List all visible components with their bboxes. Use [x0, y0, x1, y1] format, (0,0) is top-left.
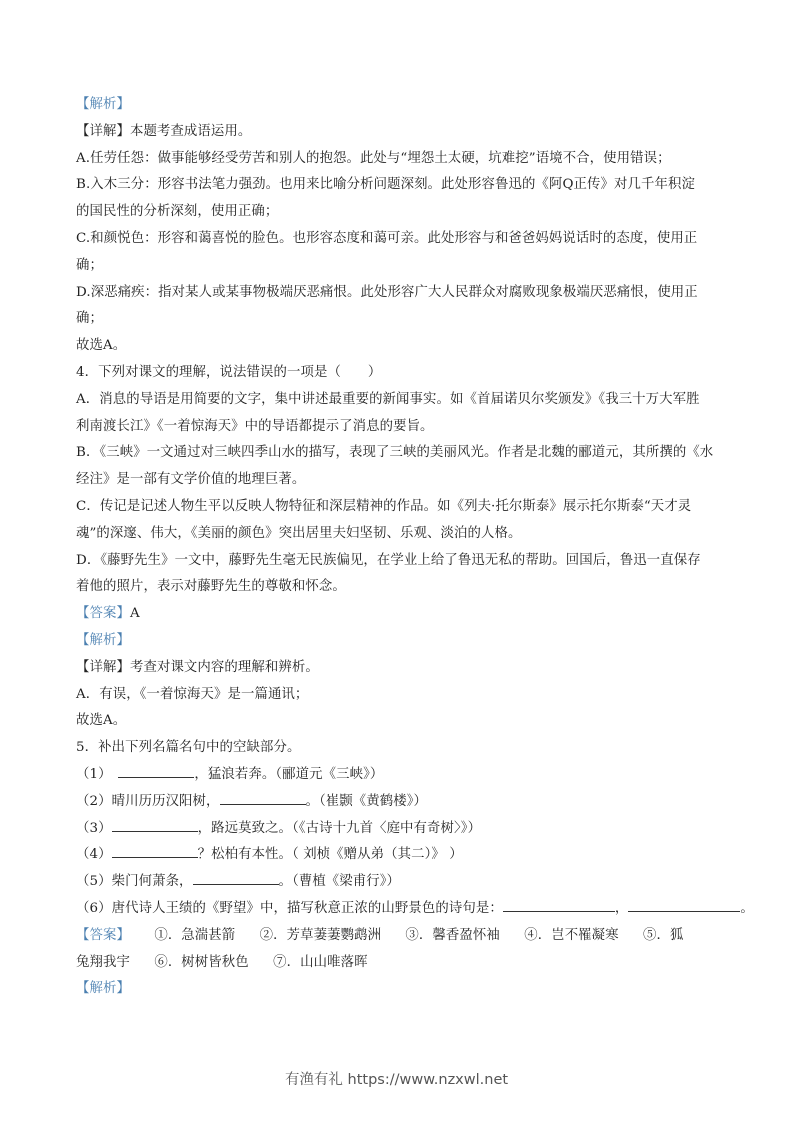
analysis-line: D.深恶痛疾：指对某人或某事物极端厌恶痛恨。此处形容广大人民群众对腐败现象极端厌恶痛恨，使用正	[76, 284, 698, 300]
analysis-line: C.和颜悦色：形容和蔼喜悦的脸色。也形容态度和蔼可亲。此处形容与和爸爸妈妈说话时的态度，使用正	[76, 230, 698, 246]
analysis-label: 【解析】	[76, 632, 130, 648]
q5-item-suffix: 。（曹植《梁甫行》）	[278, 874, 401, 890]
q5-item-1	[76, 762, 724, 789]
q5-item-suffix: 。	[740, 900, 754, 916]
q4-option-b-cont: 经注》是一部有文学价值的地理巨著。	[76, 472, 306, 488]
fill-blank	[112, 819, 198, 832]
q4-option-d-cont: 着他的照片，表示对藤野先生的尊敬和怀念。	[76, 579, 346, 595]
document-page	[76, 92, 754, 1003]
q4-option-d: D．《藤野先生》一文中，藤野先生毫无民族偏见，在学业上给了鲁迅无私的帮助。回国后，鲁迅一直保存	[76, 552, 701, 568]
question-4-stem: 4．下列对课文的理解，说法错误的一项是（ ）	[76, 364, 382, 380]
separator: ，	[614, 900, 629, 916]
q5-item-5	[76, 869, 724, 896]
q5-item-suffix: ？松柏有本性。（ 刘桢《赠从弟（其二）》 ）	[197, 847, 463, 863]
q5-answer-item: ③．馨香盈怀袖	[405, 927, 500, 943]
fill-blank	[503, 899, 615, 912]
q5-item-prefix: （2）晴川历历汉阳树，	[76, 793, 220, 809]
q5-item-prefix: （4）	[76, 847, 112, 863]
q5-answer-item: ⑤．狐	[643, 927, 684, 943]
analysis-line: B.入木三分：形容书法笔力强劲。也用来比喻分析问题深刻。此处形容鲁迅的《阿Q正传》对几千年积淀	[76, 177, 695, 193]
q5-item-prefix: （3）	[76, 820, 112, 836]
q4-option-c: C．传记是记述人物生平以反映人物特征和深层精神的作品。如《列夫·托尔斯泰》展示托尔斯泰“天才灵	[76, 498, 692, 514]
q5-answer-item: ②．芳草萋萋鹦鹉洲	[259, 927, 382, 943]
detail-text: 考查对课文内容的理解和辨析。	[129, 659, 319, 675]
q5-answer-line	[76, 923, 724, 950]
detail-label: 【详解】	[76, 659, 130, 675]
q5-item-6	[76, 896, 754, 923]
q5-answer-item: ①．急湍甚箭	[154, 927, 236, 943]
q5-answer-item: ④．岂不罹凝寒	[524, 927, 619, 943]
answer-label: 【答案】	[76, 927, 130, 943]
analysis-line: 的国民性的分析深刻，使用正确；	[76, 204, 279, 220]
q5-item-suffix: 。（崔颢《黄鹤楼》）	[305, 793, 428, 809]
q5-item-3	[76, 816, 724, 843]
q5-item-prefix: （5）柴门何萧条，	[76, 874, 193, 890]
question-5-stem: 5．补出下列名篇名句中的空缺部分。	[76, 740, 301, 756]
analysis-line: 确；	[76, 311, 103, 327]
q4-answer: A	[129, 606, 140, 622]
detail-label: 【详解】	[76, 123, 130, 139]
q5-item-suffix: ，猛浪若奔。（郦道元《三峡》）	[194, 766, 384, 782]
footer-watermark: 有渔有礼 https://www.nzxwl.net	[284, 1072, 509, 1088]
q4-option-a: A．消息的导语是用简要的文字，集中讲述最重要的新闻事实。如《首届诺贝尔奖颁发》《我三十万大军胜	[76, 391, 700, 407]
q5-item-prefix: （6）唐代诗人王绩的《野望》中，描写秋意正浓的山野景色的诗句是：	[76, 900, 503, 916]
q5-item-suffix: ，路远莫致之。（《古诗十九首〈庭中有奇树〉》）	[197, 820, 482, 836]
detail-line	[76, 119, 724, 146]
q4-analysis-line: A．有误，《一着惊海天》是一篇通讯；	[76, 686, 309, 702]
fill-blank	[193, 872, 279, 885]
analysis-label: 【解析】	[76, 97, 130, 112]
fill-blank	[628, 899, 740, 912]
q5-answer-item: 兔翔我宇	[76, 954, 130, 970]
q4-option-c-cont: 魂”的深邃、伟大，《美丽的颜色》突出居里夫妇坚韧、乐观、淡泊的人格。	[76, 525, 522, 541]
fill-blank	[118, 765, 194, 778]
q5-item-4	[76, 842, 724, 869]
q5-answer-item: ⑦．山山唯落晖	[273, 954, 368, 970]
analysis-line: A.任劳任怨：做事能够经受劳苦和别人的抱怨。此处与“埋怨土太硬，坑难挖”语境不合，使用错误；	[76, 150, 671, 166]
q5-answer-line-cont	[76, 950, 724, 977]
q4-answer-line	[76, 601, 724, 628]
answer-label: 【答案】	[76, 606, 130, 622]
q5-answer-item: ⑥．树树皆秋色	[154, 954, 249, 970]
q4-analysis-conclusion: 故选A。	[76, 713, 127, 729]
detail-text: 本题考查成语运用。	[129, 123, 252, 139]
q5-item-prefix: （1）	[76, 766, 119, 782]
fill-blank	[112, 845, 198, 858]
analysis-label: 【解析】	[76, 981, 130, 997]
q4-option-b: B．《三峡》一文通过对三峡四季山水的描写，表现了三峡的美丽风光。作者是北魏的郦道元，其所撰的《水	[76, 445, 714, 461]
detail-line	[76, 655, 724, 682]
analysis-conclusion: 故选A。	[76, 338, 127, 354]
q5-item-2	[76, 789, 724, 816]
fill-blank	[220, 792, 306, 805]
q4-option-a-cont: 利南渡长江》《一着惊海天》中的导语都提示了消息的要旨。	[76, 418, 434, 434]
analysis-line: 确；	[76, 257, 103, 273]
